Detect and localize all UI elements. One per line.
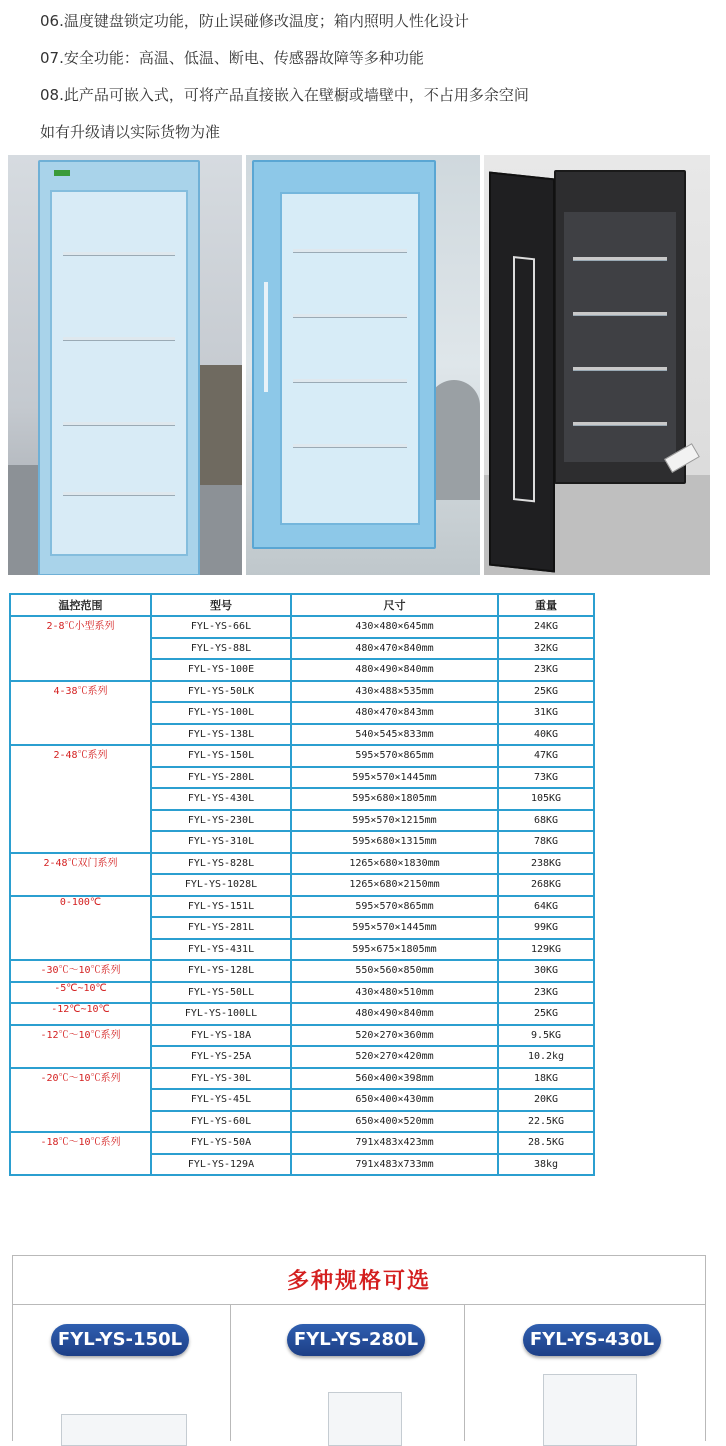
feature-07: 07.安全功能：高温、低温、断电、传感器故障等多种功能: [40, 49, 424, 67]
model-cell: FYL-YS-129A: [151, 1154, 291, 1176]
table-row: [10, 960, 594, 982]
product-photos: [8, 155, 710, 575]
weight-cell: 32KG: [498, 638, 594, 660]
weight-cell: 68KG: [498, 810, 594, 832]
model-label-280l: FYL-YS-280L: [287, 1324, 425, 1356]
weight-cell: 9.5KG: [498, 1025, 594, 1047]
size-cell: 480×490×840mm: [291, 659, 498, 681]
spec-table-body: [10, 616, 594, 1175]
model-cell: FYL-YS-88L: [151, 638, 291, 660]
range-cell: -20℃～10℃系列: [10, 1068, 151, 1133]
model-cell: FYL-YS-230L: [151, 810, 291, 832]
size-cell: 650×400×520mm: [291, 1111, 498, 1133]
weight-cell: 38kg: [498, 1154, 594, 1176]
table-row: [10, 853, 594, 875]
table-row: [10, 745, 594, 767]
size-cell: 480×470×843mm: [291, 702, 498, 724]
model-cell: FYL-YS-828L: [151, 853, 291, 875]
range-cell: -30℃～10℃系列: [10, 960, 151, 982]
header-size: 尺寸: [291, 594, 498, 616]
table-row: [10, 1003, 594, 1025]
model-cell: FYL-YS-18A: [151, 1025, 291, 1047]
weight-cell: 30KG: [498, 960, 594, 982]
fridge-photo-3: [484, 155, 710, 575]
table-row: [10, 1025, 594, 1047]
weight-cell: 99KG: [498, 917, 594, 939]
size-cell: 480×490×840mm: [291, 1003, 498, 1025]
range-cell: 2-8℃小型系列: [10, 616, 151, 681]
weight-cell: 268KG: [498, 874, 594, 896]
weight-cell: 24KG: [498, 616, 594, 638]
model-cell: FYL-YS-45L: [151, 1089, 291, 1111]
size-cell: 430×480×510mm: [291, 982, 498, 1004]
model-cell: FYL-YS-50A: [151, 1132, 291, 1154]
header-weight: 重量: [498, 594, 594, 616]
feature-06: 06.温度键盘锁定功能，防止误碰修改温度；箱内照明人性化设计: [40, 12, 469, 30]
weight-cell: 40KG: [498, 724, 594, 746]
model-cell: FYL-YS-151L: [151, 896, 291, 918]
table-header-row: [10, 594, 594, 616]
banner-title: 多种规格可选: [286, 1269, 431, 1294]
size-cell: 520×270×360mm: [291, 1025, 498, 1047]
model-cell: FYL-YS-100L: [151, 702, 291, 724]
model-cell: FYL-YS-100E: [151, 659, 291, 681]
model-cell: FYL-YS-25A: [151, 1046, 291, 1068]
range-cell: -12℃～10℃系列: [10, 1025, 151, 1068]
table-row: [10, 982, 594, 1004]
size-cell: 595×570×1215mm: [291, 810, 498, 832]
spec-table: [9, 593, 595, 1176]
range-cell: 4-38℃系列: [10, 681, 151, 746]
size-cell: 595×570×1445mm: [291, 917, 498, 939]
table-row: [10, 1132, 594, 1154]
table-row: [10, 681, 594, 703]
size-cell: 520×270×420mm: [291, 1046, 498, 1068]
feature-08: 08.此产品可嵌入式，可将产品直接嵌入在壁橱或墙壁中，不占用多余空间: [40, 86, 529, 104]
range-cell: -5℃~10℃: [10, 982, 151, 1004]
fridge-photo-2: [246, 155, 480, 575]
weight-cell: 20KG: [498, 1089, 594, 1111]
weight-cell: 64KG: [498, 896, 594, 918]
range-cell: -18℃～10℃系列: [10, 1132, 151, 1175]
size-cell: 595×680×1315mm: [291, 831, 498, 853]
spec-banner: [12, 1255, 706, 1441]
weight-cell: 18KG: [498, 1068, 594, 1090]
weight-cell: 25KG: [498, 1003, 594, 1025]
weight-cell: 78KG: [498, 831, 594, 853]
size-cell: 430×488×535mm: [291, 681, 498, 703]
size-cell: 430×480×645mm: [291, 616, 498, 638]
fridge-thumb-430l: [543, 1374, 637, 1446]
table-row: [10, 896, 594, 918]
size-cell: 650×400×430mm: [291, 1089, 498, 1111]
range-cell: -12℃~10℃: [10, 1003, 151, 1025]
model-cell: FYL-YS-50LK: [151, 681, 291, 703]
weight-cell: 23KG: [498, 982, 594, 1004]
size-cell: 480×470×840mm: [291, 638, 498, 660]
column-divider: [230, 1305, 231, 1441]
model-cell: FYL-YS-66L: [151, 616, 291, 638]
model-cell: FYL-YS-100LL: [151, 1003, 291, 1025]
size-cell: 791x483x423mm: [291, 1132, 498, 1154]
fridge-thumb-150l: [61, 1414, 187, 1446]
column-divider: [464, 1305, 465, 1441]
fridge-thumb-280l: [328, 1392, 402, 1446]
model-cell: FYL-YS-280L: [151, 767, 291, 789]
model-cell: FYL-YS-431L: [151, 939, 291, 961]
model-cell: FYL-YS-150L: [151, 745, 291, 767]
weight-cell: 238KG: [498, 853, 594, 875]
table-row: [10, 616, 594, 638]
size-cell: 595×570×865mm: [291, 896, 498, 918]
size-cell: 540×545×833mm: [291, 724, 498, 746]
weight-cell: 105KG: [498, 788, 594, 810]
range-cell: 2-48℃双门系列: [10, 853, 151, 896]
model-cell: FYL-YS-60L: [151, 1111, 291, 1133]
size-cell: 595×570×1445mm: [291, 767, 498, 789]
weight-cell: 31KG: [498, 702, 594, 724]
size-cell: 595×680×1805mm: [291, 788, 498, 810]
table-row: [10, 1068, 594, 1090]
weight-cell: 73KG: [498, 767, 594, 789]
weight-cell: 47KG: [498, 745, 594, 767]
weight-cell: 10.2kg: [498, 1046, 594, 1068]
size-cell: 1265×680×1830mm: [291, 853, 498, 875]
range-cell: 2-48℃系列: [10, 745, 151, 853]
size-cell: 550×560×850mm: [291, 960, 498, 982]
model-label-150l: FYL-YS-150L: [51, 1324, 189, 1356]
weight-cell: 28.5KG: [498, 1132, 594, 1154]
upgrade-note: 如有升级请以实际货物为准: [40, 123, 221, 141]
range-cell: 0-100℃: [10, 896, 151, 961]
fridge-photo-1: [8, 155, 242, 575]
size-cell: 791x483x733mm: [291, 1154, 498, 1176]
header-model: 型号: [151, 594, 291, 616]
weight-cell: 22.5KG: [498, 1111, 594, 1133]
model-cell: FYL-YS-281L: [151, 917, 291, 939]
model-label-430l: FYL-YS-430L: [523, 1324, 661, 1356]
weight-cell: 23KG: [498, 659, 594, 681]
weight-cell: 25KG: [498, 681, 594, 703]
model-cell: FYL-YS-50LL: [151, 982, 291, 1004]
model-cell: FYL-YS-128L: [151, 960, 291, 982]
model-cell: FYL-YS-138L: [151, 724, 291, 746]
size-cell: 560×400×398mm: [291, 1068, 498, 1090]
model-cell: FYL-YS-430L: [151, 788, 291, 810]
banner-divider: [13, 1304, 705, 1305]
size-cell: 595×570×865mm: [291, 745, 498, 767]
size-cell: 595×675×1805mm: [291, 939, 498, 961]
header-range: 温控范围: [10, 594, 151, 616]
model-cell: FYL-YS-30L: [151, 1068, 291, 1090]
model-cell: FYL-YS-310L: [151, 831, 291, 853]
weight-cell: 129KG: [498, 939, 594, 961]
size-cell: 1265×680×2150mm: [291, 874, 498, 896]
model-cell: FYL-YS-1028L: [151, 874, 291, 896]
